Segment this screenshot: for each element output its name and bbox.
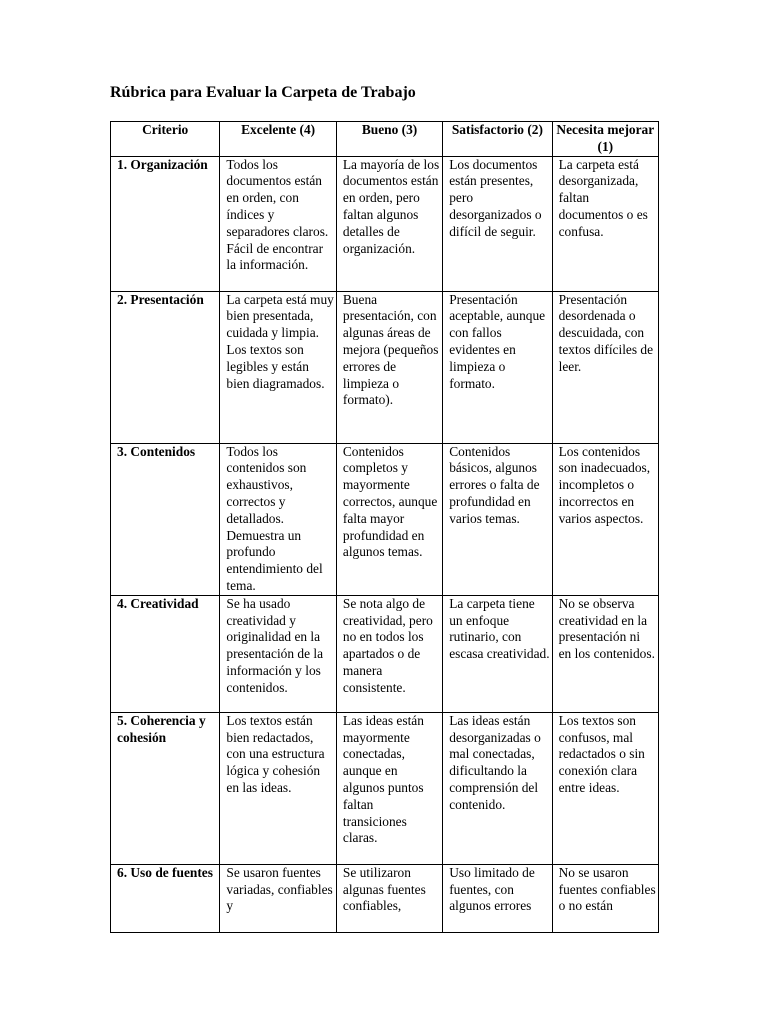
table-row bbox=[111, 595, 659, 712]
rubric-table bbox=[110, 121, 659, 933]
excelente-cell: Se ha usado creatividad y originalidad en la presentación de la información y los contenidos. bbox=[220, 595, 336, 712]
bueno-cell: Se nota algo de creatividad, pero no en todos los apartados o de manera consistente. bbox=[336, 595, 442, 712]
satisfactorio-cell: La carpeta tiene un enfoque rutinario, con escasa creatividad. bbox=[443, 595, 552, 712]
table-row bbox=[111, 443, 659, 595]
bueno-cell: Buena presentación, con algunas áreas de mejora (pequeños errores de limpieza o formato). bbox=[336, 291, 442, 443]
bueno-cell: La mayoría de los documentos están en orden, pero faltan algunos detalles de organización. bbox=[336, 156, 442, 291]
page-title: Rúbrica para Evaluar la Carpeta de Trabajo bbox=[110, 84, 416, 101]
header-satisfactorio: Satisfactorio (2) bbox=[443, 122, 552, 157]
excelente-cell: Se usaron fuentes variadas, confiables y bbox=[220, 864, 336, 932]
necesita-mejorar-cell: No se usaron fuentes confiables o no están bbox=[552, 864, 658, 932]
necesita-mejorar-cell: Presentación desordenada o descuidada, con textos difíciles de leer. bbox=[552, 291, 658, 443]
bueno-cell: Contenidos completos y mayormente correctos, aunque falta mayor profundidad en algunos temas. bbox=[336, 443, 442, 595]
satisfactorio-cell: Uso limitado de fuentes, con algunos errores bbox=[443, 864, 552, 932]
header-necesita-mejorar: Necesita mejorar (1) bbox=[552, 122, 658, 157]
criterion-cell: 4. Creatividad bbox=[111, 595, 220, 712]
header-bueno: Bueno (3) bbox=[336, 122, 442, 157]
bueno-cell: Se utilizaron algunas fuentes confiables, bbox=[336, 864, 442, 932]
criterion-cell: 5. Coherencia y cohesión bbox=[111, 712, 220, 864]
header-criterio: Criterio bbox=[111, 122, 220, 157]
excelente-cell: Todos los contenidos son exhaustivos, correctos y detallados. Demuestra un profundo entendimiento del tema. bbox=[220, 443, 336, 595]
table-row bbox=[111, 864, 659, 932]
satisfactorio-cell: Presentación aceptable, aunque con fallos evidentes en limpieza o formato. bbox=[443, 291, 552, 443]
excelente-cell: Los textos están bien redactados, con una estructura lógica y cohesión en las ideas. bbox=[220, 712, 336, 864]
header-excelente: Excelente (4) bbox=[220, 122, 336, 157]
satisfactorio-cell: Las ideas están desorganizadas o mal conectadas, dificultando la comprensión del contenido. bbox=[443, 712, 552, 864]
necesita-mejorar-cell: Los contenidos son inadecuados, incompletos o incorrectos en varios aspectos. bbox=[552, 443, 658, 595]
table-row bbox=[111, 291, 659, 443]
satisfactorio-cell: Los documentos están presentes, pero desorganizados o difícil de seguir. bbox=[443, 156, 552, 291]
table-row bbox=[111, 712, 659, 864]
table-header-row bbox=[111, 122, 659, 157]
necesita-mejorar-cell: No se observa creatividad en la presentación ni en los contenidos. bbox=[552, 595, 658, 712]
table-row bbox=[111, 156, 659, 291]
criterion-cell: 3. Contenidos bbox=[111, 443, 220, 595]
excelente-cell: Todos los documentos están en orden, con índices y separadores claros. Fácil de encontrar la información. bbox=[220, 156, 336, 291]
necesita-mejorar-cell: La carpeta está desorganizada, faltan documentos o es confusa. bbox=[552, 156, 658, 291]
bueno-cell: Las ideas están mayormente conectadas, aunque en algunos puntos faltan transiciones claras. bbox=[336, 712, 442, 864]
satisfactorio-cell: Contenidos básicos, algunos errores o falta de profundidad en varios temas. bbox=[443, 443, 552, 595]
necesita-mejorar-cell: Los textos son confusos, mal redactados o sin conexión clara entre ideas. bbox=[552, 712, 658, 864]
criterion-cell: 2. Presentación bbox=[111, 291, 220, 443]
criterion-cell: 6. Uso de fuentes bbox=[111, 864, 220, 932]
excelente-cell: La carpeta está muy bien presentada, cuidada y limpia. Los textos son legibles y están bien diagramados. bbox=[220, 291, 336, 443]
criterion-cell: 1. Organización bbox=[111, 156, 220, 291]
